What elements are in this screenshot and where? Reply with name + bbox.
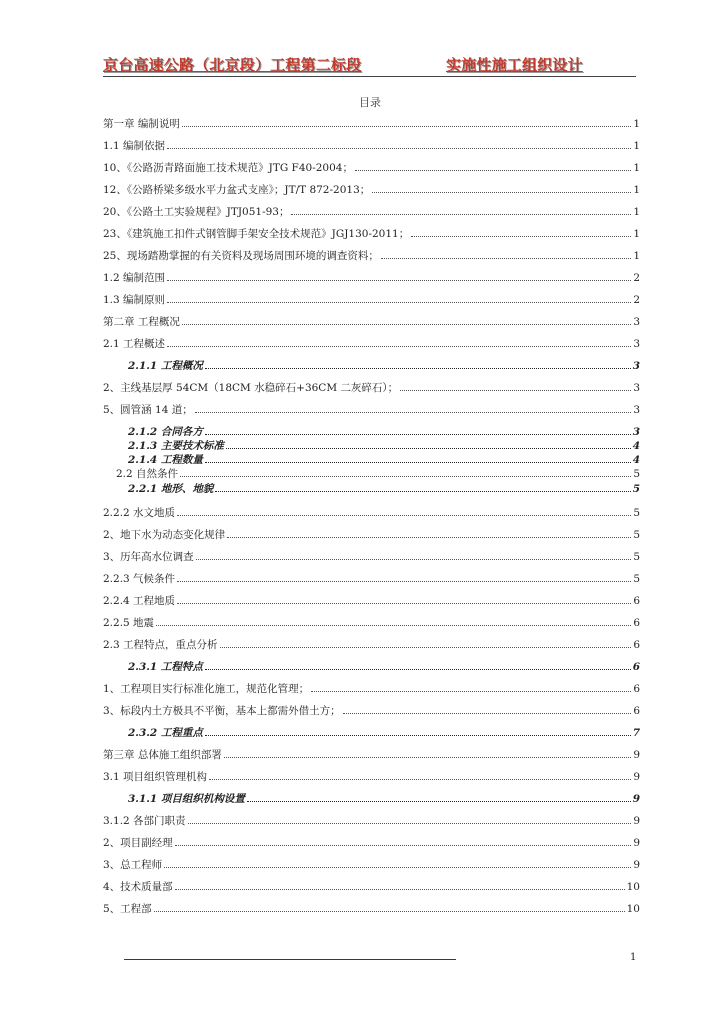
footer-line xyxy=(124,959,456,960)
toc-entry[interactable] xyxy=(103,505,640,519)
toc-dot-leader xyxy=(209,779,631,780)
toc-entry-text: 2、地下水为动态变化规律 xyxy=(103,529,226,541)
toc-entry-text: 第三章 总体施工组织部署 xyxy=(103,749,222,761)
toc-dot-leader xyxy=(215,491,630,492)
toc-entry[interactable] xyxy=(103,747,640,761)
toc-dot-leader xyxy=(195,412,632,413)
toc-entry[interactable] xyxy=(103,879,640,893)
toc-dot-leader xyxy=(247,801,631,802)
toc-entry-page: 1 xyxy=(633,228,640,240)
toc-entry-page: 4 xyxy=(632,454,640,466)
toc-entry-page: 5 xyxy=(633,468,640,480)
toc-entry-page: 1 xyxy=(633,140,640,152)
toc-entry-text: 3、总工程师 xyxy=(103,859,163,871)
toc-entry-text: 5、工程部 xyxy=(103,903,152,915)
toc-entry[interactable] xyxy=(128,481,640,495)
toc-dot-leader xyxy=(205,462,631,463)
toc-entry-page: 3 xyxy=(632,360,640,372)
toc-entry[interactable] xyxy=(103,248,640,262)
toc-entry-text: 3、标段内土方极具不平衡，基本上都需外借土方； xyxy=(103,705,341,717)
toc-entry-text: 25、现场踏勘掌握的有关资料及现场周围环境的调查资料； xyxy=(103,250,379,262)
toc-entry-page: 1 xyxy=(633,250,640,262)
toc-dot-leader xyxy=(205,368,631,369)
toc-entry[interactable] xyxy=(103,703,640,717)
toc-entry-page: 1 xyxy=(633,206,640,218)
toc-entry-text: 3.1 项目组织管理机构 xyxy=(103,771,208,783)
toc-entry-page: 6 xyxy=(632,661,640,673)
toc-entry-text: 2.3 工程特点，重点分析 xyxy=(103,639,218,651)
toc-entry-page: 9 xyxy=(632,793,640,805)
footer-page-number: 1 xyxy=(630,952,637,963)
toc-entry[interactable] xyxy=(103,138,640,152)
toc-dot-leader xyxy=(164,867,631,868)
toc-entry-text: 20、《公路土工实验规程》JTJ051-93； xyxy=(103,206,290,218)
toc-entry[interactable] xyxy=(128,452,640,466)
toc-entry-text: 1.2 编制范围 xyxy=(103,272,166,284)
toc-entry-text: 2.1.1 工程概况 xyxy=(128,360,203,372)
toc-dot-leader xyxy=(175,845,632,846)
toc-entry-page: 1 xyxy=(633,184,640,196)
toc-entry-text: 2.1 工程概述 xyxy=(103,338,166,350)
toc-dot-leader xyxy=(167,346,631,347)
toc-dot-leader xyxy=(177,603,631,604)
toc-dot-leader xyxy=(182,324,631,325)
toc-dot-leader xyxy=(154,911,625,912)
toc-dot-leader xyxy=(177,515,631,516)
toc-entry-text: 1.1 编制依据 xyxy=(103,140,166,152)
toc-entry-text: 1.3 编制原则 xyxy=(103,294,166,306)
header-project-title: 京台高速公路（北京段）工程第二标段 xyxy=(103,56,362,74)
toc-entry-text: 2.2.2 水文地质 xyxy=(103,507,176,519)
toc-entry-text: 3.1.2 各部门职责 xyxy=(103,815,186,827)
toc-entry-page: 3 xyxy=(633,382,640,394)
toc-entry[interactable] xyxy=(103,270,640,284)
toc-entry-page: 9 xyxy=(633,815,640,827)
toc-entry[interactable] xyxy=(103,336,640,350)
toc-entry-page: 9 xyxy=(633,859,640,871)
toc-entry-text: 2.1.2 合同各方 xyxy=(128,426,203,438)
toc-entry-page: 6 xyxy=(633,595,640,607)
toc-entry-text: 2.3.1 工程特点 xyxy=(128,661,203,673)
toc-dot-leader xyxy=(343,713,632,714)
toc-entry-page: 3 xyxy=(633,316,640,328)
toc-entry[interactable] xyxy=(103,314,640,328)
toc-entry[interactable] xyxy=(103,637,640,651)
toc-entry[interactable] xyxy=(103,901,640,915)
toc-dot-leader xyxy=(220,647,632,648)
toc-dot-leader xyxy=(226,448,631,449)
toc-dot-leader xyxy=(188,823,632,824)
toc-entry[interactable] xyxy=(103,204,640,218)
toc-entry[interactable] xyxy=(103,769,640,783)
toc-entry[interactable] xyxy=(103,116,640,130)
toc-dot-leader xyxy=(196,559,632,560)
toc-entry-text: 2、项目副经理 xyxy=(103,837,173,849)
toc-entry-page: 6 xyxy=(633,617,640,629)
toc-dot-leader xyxy=(177,581,631,582)
toc-dot-leader xyxy=(291,214,631,215)
toc-entry-page: 1 xyxy=(633,118,640,130)
toc-entry[interactable] xyxy=(103,380,640,394)
toc-entry-page: 9 xyxy=(633,749,640,761)
toc-dot-leader xyxy=(400,390,631,391)
toc-entry-page: 10 xyxy=(626,881,640,893)
toc-entry-text: 3.1.1 项目组织机构设置 xyxy=(128,793,245,805)
toc-entry-page: 2 xyxy=(633,272,640,284)
toc-dot-leader xyxy=(227,537,631,538)
toc-dot-leader xyxy=(167,302,631,303)
toc-entry[interactable] xyxy=(128,659,640,673)
toc-dot-leader xyxy=(411,236,631,237)
header-document-title: 实施性施工组织设计 xyxy=(446,56,583,74)
toc-dot-leader xyxy=(182,126,631,127)
toc-entry[interactable] xyxy=(103,593,640,607)
toc-entry-text: 2.1.3 主要技术标准 xyxy=(128,440,224,452)
toc-entry-text: 12、《公路桥梁多级水平力盆式支座》；JT/T 872-2013； xyxy=(103,184,371,196)
toc-dot-leader xyxy=(381,258,631,259)
toc-entry-text: 3、历年高水位调查 xyxy=(103,551,194,563)
toc-entry-page: 5 xyxy=(632,483,640,495)
toc-dot-leader xyxy=(205,735,631,736)
toc-entry-text: 2、主线基层厚 54CM（18CM 水稳碎石+36CM 二灰碎石）； xyxy=(103,382,399,394)
toc-entry[interactable] xyxy=(103,549,640,563)
toc-entry[interactable] xyxy=(103,527,640,541)
toc-entry-page: 10 xyxy=(626,903,640,915)
toc-dot-leader xyxy=(311,691,631,692)
toc-entry[interactable] xyxy=(103,226,640,240)
toc-entry-page: 3 xyxy=(633,338,640,350)
toc-entry[interactable] xyxy=(128,438,640,452)
toc-entry[interactable] xyxy=(103,681,640,695)
toc-entry-page: 9 xyxy=(633,837,640,849)
toc-dot-leader xyxy=(156,625,631,626)
toc-entry-page: 6 xyxy=(633,683,640,695)
toc-entry[interactable] xyxy=(103,402,640,416)
toc-entry[interactable] xyxy=(103,835,640,849)
toc-entry-page: 5 xyxy=(633,573,640,585)
toc-entry-text: 2.2.1 地形、地貌 xyxy=(128,483,214,495)
toc-entry-page: 6 xyxy=(633,639,640,651)
toc-entry-page: 3 xyxy=(633,404,640,416)
toc-entry-page: 9 xyxy=(633,771,640,783)
toc-entry[interactable] xyxy=(103,813,640,827)
toc-title: 目录 xyxy=(359,96,381,109)
toc-entry-page: 6 xyxy=(633,705,640,717)
toc-entry[interactable] xyxy=(128,358,640,372)
toc-dot-leader xyxy=(180,476,631,477)
toc-entry-page: 5 xyxy=(633,529,640,541)
toc-dot-leader xyxy=(205,669,631,670)
toc-entry-text: 23、《建筑施工扣件式钢管脚手架安全技术规范》JGJ130-2011； xyxy=(103,228,410,240)
toc-dot-leader xyxy=(372,192,631,193)
toc-entry-page: 7 xyxy=(632,727,640,739)
header-rule xyxy=(103,76,636,77)
toc-entry-text: 2.3.2 工程重点 xyxy=(128,727,203,739)
toc-dot-leader xyxy=(167,280,631,281)
toc-entry-page: 4 xyxy=(632,440,640,452)
toc-dot-leader xyxy=(355,170,631,171)
toc-entry-text: 2.2.4 工程地质 xyxy=(103,595,176,607)
toc-entry[interactable] xyxy=(128,424,640,438)
toc-entry[interactable] xyxy=(103,182,640,196)
toc-entry-text: 2.2.3 气候条件 xyxy=(103,573,176,585)
toc-entry-text: 4、技术质量部 xyxy=(103,881,173,893)
toc-entry[interactable] xyxy=(103,857,640,871)
toc-entry-text: 2.1.4 工程数量 xyxy=(128,454,203,466)
toc-entry-text: 第一章 编制说明 xyxy=(103,118,180,130)
toc-entry-text: 2.2.5 地震 xyxy=(103,617,155,629)
toc-entry[interactable] xyxy=(103,615,640,629)
toc-entry[interactable] xyxy=(103,160,640,174)
toc-entry[interactable] xyxy=(103,571,640,585)
document-header xyxy=(103,50,636,76)
toc-entry-text: 1、工程项目实行标准化施工，规范化管理； xyxy=(103,683,310,695)
toc-dot-leader xyxy=(205,434,631,435)
toc-dot-leader xyxy=(224,757,631,758)
toc-entry[interactable] xyxy=(128,725,640,739)
toc-dot-leader xyxy=(175,889,625,890)
toc-entry-text: 2.2 自然条件 xyxy=(116,468,179,480)
toc-entry-text: 第二章 工程概况 xyxy=(103,316,180,328)
toc-entry-page: 2 xyxy=(633,294,640,306)
toc-entry-page: 3 xyxy=(632,426,640,438)
toc-entry-page: 5 xyxy=(633,507,640,519)
toc-entry-page: 1 xyxy=(633,162,640,174)
toc-dot-leader xyxy=(167,148,631,149)
toc-entry[interactable] xyxy=(128,791,640,805)
toc-entry-text: 5、圆管涵 14 道； xyxy=(103,404,193,416)
toc-entry[interactable] xyxy=(116,466,640,480)
toc-entry[interactable] xyxy=(103,292,640,306)
toc-entry-text: 10、《公路沥青路面施工技术规范》JTG F40-2004； xyxy=(103,162,353,174)
toc-entry-page: 5 xyxy=(633,551,640,563)
